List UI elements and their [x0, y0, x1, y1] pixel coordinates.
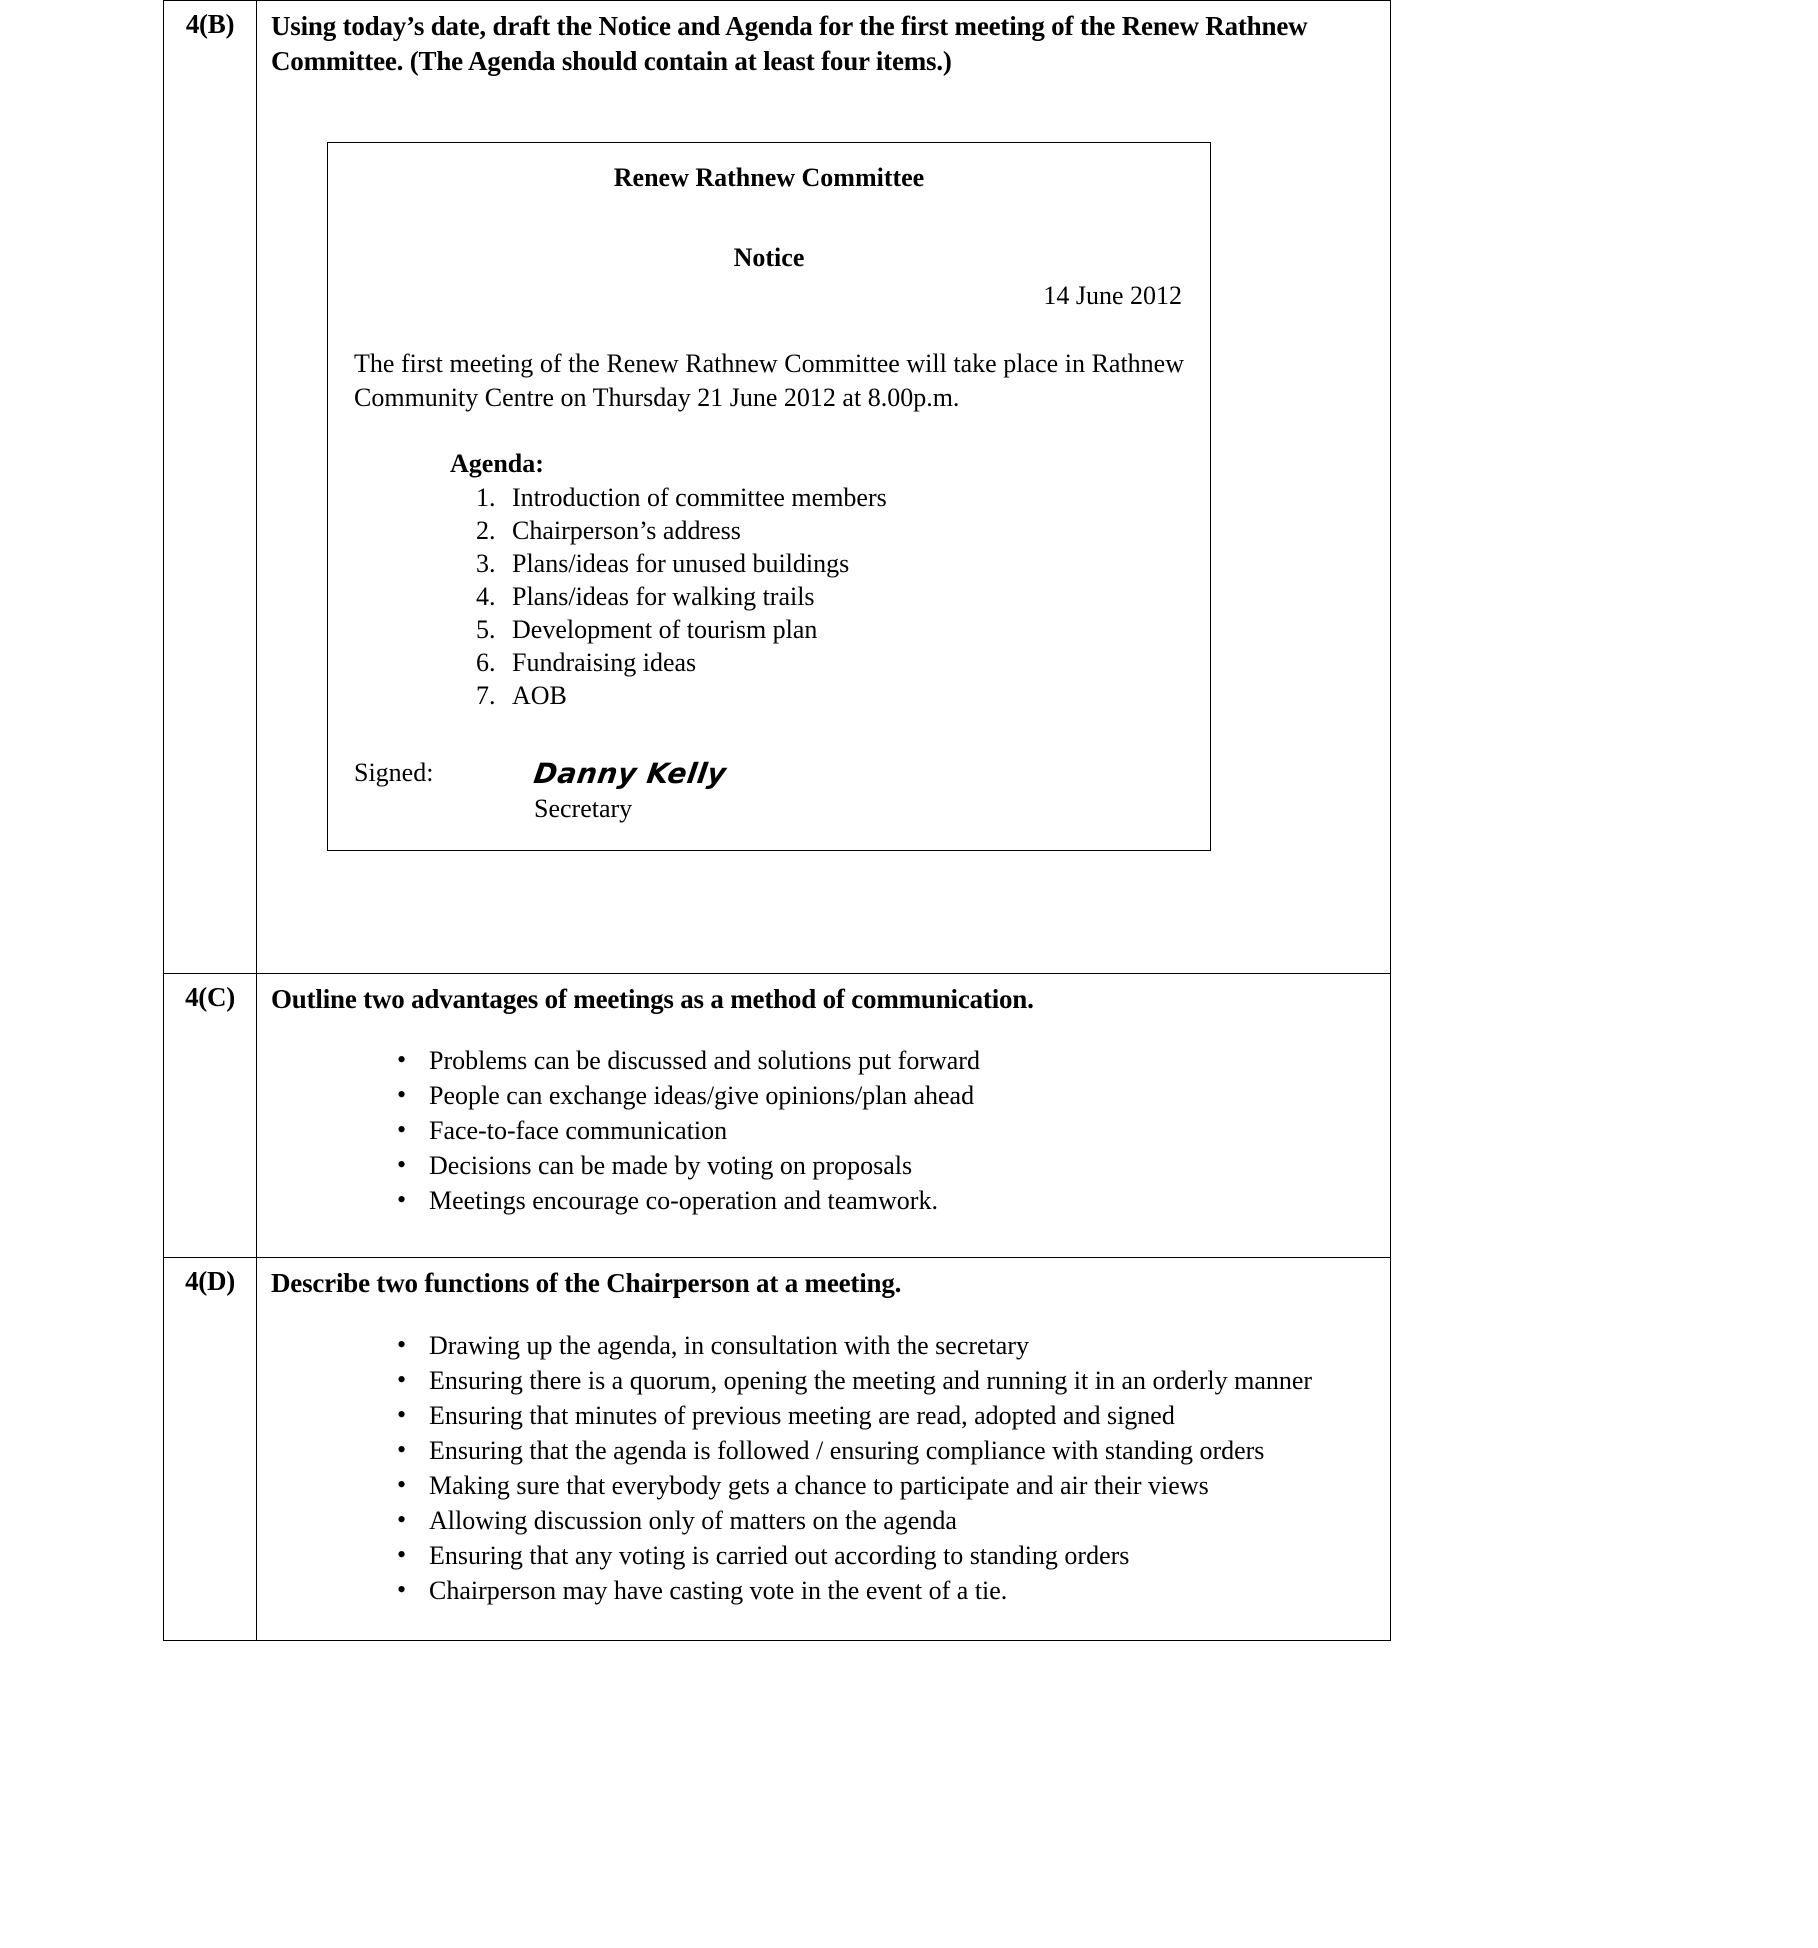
- table-row-question-d: [164, 1258, 1391, 1641]
- question-label-cell-b: [164, 1, 257, 974]
- question-body-b: [257, 1, 1390, 973]
- question-body-d: [257, 1258, 1390, 1640]
- notice-box: [327, 142, 1211, 851]
- question-heading-c: Outline two advantages of meetings as a method of communication.: [271, 983, 1034, 1014]
- question-number-d: 4(D): [185, 1266, 235, 1297]
- table-row-question-b: [164, 1, 1391, 974]
- question-number-b: 4(B): [185, 9, 235, 39]
- signed-label: Signed:: [354, 757, 434, 787]
- signature-row: [354, 758, 1184, 788]
- list-item: 6. Fundraising ideas: [502, 646, 1184, 679]
- signature-name: Danny Kelly: [531, 756, 729, 790]
- list-item: 1. Introduction of committee members: [502, 481, 1184, 514]
- list-item: • Decisions can be made by voting on proposals: [397, 1149, 1376, 1184]
- list-item: • Ensuring that the agenda is followed / ensuring compliance with standing orders: [397, 1434, 1376, 1469]
- list-item: • Ensuring there is a quorum, opening the meeting and running it in an orderly manner: [397, 1364, 1376, 1399]
- list-item: • Allowing discussion only of matters on the agenda: [397, 1504, 1376, 1539]
- list-item: • Drawing up the agenda, in consultation with the secretary: [397, 1329, 1376, 1364]
- notice-subtitle: Notice: [733, 243, 805, 273]
- list-item: 7. AOB: [502, 679, 1184, 712]
- answer-list-c: [271, 1044, 1376, 1219]
- notice-date: 14 June 2012: [1043, 281, 1182, 311]
- section-c-bottom-spacer: [271, 1233, 1376, 1251]
- question-body-cell-c: [257, 973, 1391, 1257]
- list-item: • Meetings encourage co-operation and teamwork.: [397, 1184, 1376, 1219]
- list-item: • Making sure that everybody gets a chance to participate and air their views: [397, 1469, 1376, 1504]
- list-item: 2. Chairperson’s address: [502, 514, 1184, 547]
- list-item: • Ensuring that minutes of previous meeting are read, adopted and signed: [397, 1399, 1376, 1434]
- agenda-list: [450, 481, 1184, 712]
- exam-questions-table: [163, 0, 1391, 1641]
- question-number-c: 4(C): [185, 981, 235, 1012]
- notice-wrapper: [271, 78, 1376, 851]
- question-body-c: [257, 974, 1390, 1257]
- question-body-cell-d: [257, 1258, 1391, 1641]
- list-item: 3. Plans/ideas for unused buildings: [502, 547, 1184, 580]
- question-heading-b: Using today’s date, draft the Notice and Agenda for the first meeting of the Renew Rathnew Committee. (The Agenda should contain at least four items.): [271, 11, 1308, 76]
- question-label-cell-d: [164, 1258, 257, 1641]
- answer-list-d: [271, 1329, 1376, 1609]
- list-item: 5. Development of tourism plan: [502, 613, 1184, 646]
- notice-body-paragraph: The first meeting of the Renew Rathnew Committee will take place in Rathnew Community Centre on Thursday 21 June 2012 at 8.00p.m.: [354, 349, 1184, 412]
- list-item: • Chairperson may have casting vote in the event of a tie.: [397, 1574, 1376, 1609]
- list-item: • Ensuring that any voting is carried out according to standing orders: [397, 1539, 1376, 1574]
- section-b-bottom-spacer: [271, 851, 1376, 967]
- list-item: 4. Plans/ideas for walking trails: [502, 580, 1184, 613]
- agenda-title: Agenda:: [450, 448, 544, 478]
- signatory-role: Secretary: [534, 793, 633, 823]
- list-item: • People can exchange ideas/give opinions/plan ahead: [397, 1079, 1376, 1114]
- question-body-cell-b: [257, 1, 1391, 974]
- notice-committee-title: Renew Rathnew Committee: [613, 163, 925, 193]
- question-label-cell-c: [164, 973, 257, 1257]
- question-heading-d: Describe two functions of the Chairperson at a meeting.: [271, 1268, 902, 1299]
- section-d-bottom-spacer: [271, 1622, 1376, 1634]
- agenda-block: [354, 449, 1184, 712]
- table-row-question-c: [164, 973, 1391, 1257]
- list-item: • Face-to-face communication: [397, 1114, 1376, 1149]
- list-item: • Problems can be discussed and solutions put forward: [397, 1044, 1376, 1079]
